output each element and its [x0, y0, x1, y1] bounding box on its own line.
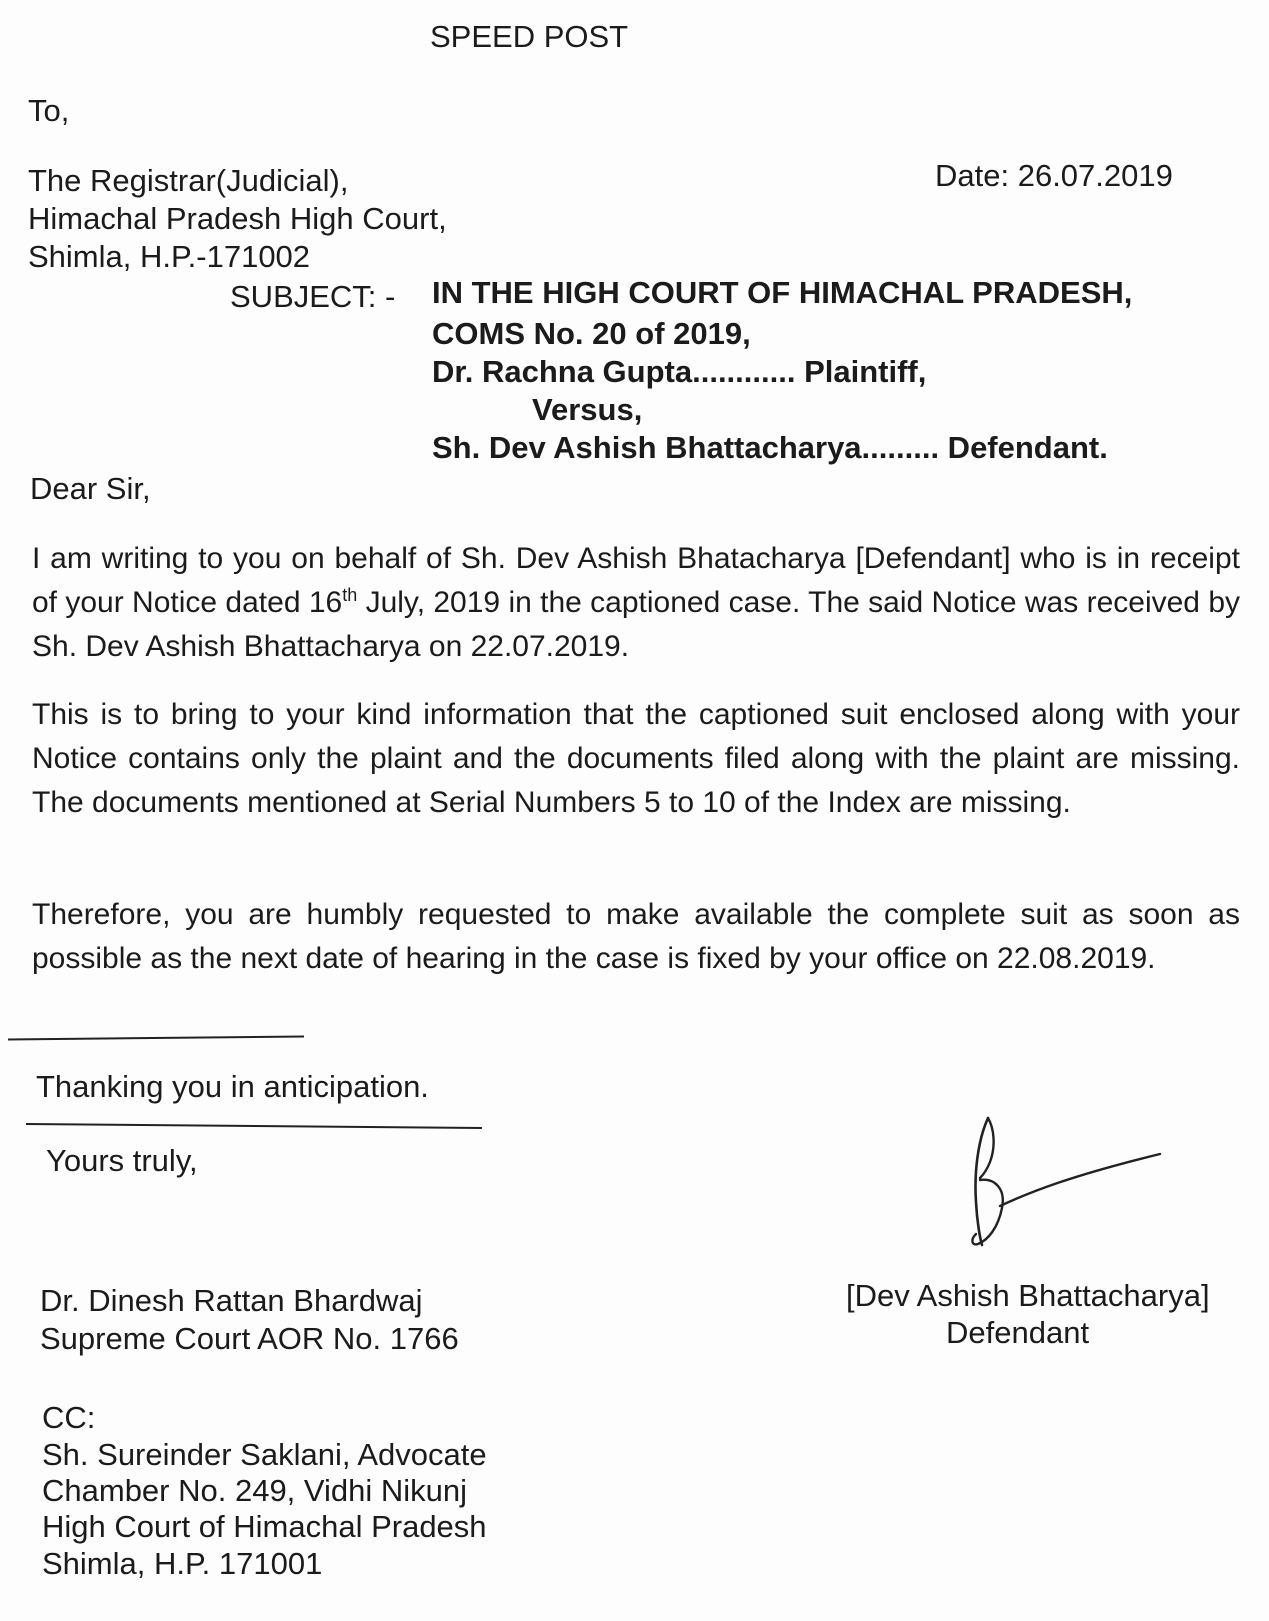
recipient-line-2: Himachal Pradesh High Court, [28, 201, 447, 236]
cc-line-4: Shimla, H.P. 171001 [42, 1546, 323, 1581]
paragraph-2: This is to bring to your kind information that the captioned suit enclosed along with your Notice contains only the plaint and the documents filed along with the plaint are missing. The documents mentioned at Serial Numbers 5 to 10 of the Index are missing. [32, 698, 1240, 819]
recipient-line-1: The Registrar(Judicial), [28, 163, 349, 198]
subject-label: SUBJECT: - [230, 279, 396, 314]
salutation-to: To, [28, 93, 70, 128]
subject-line-5: Sh. Dev Ashish Bhattacharya......... Defendant. [432, 430, 1108, 465]
letter-date: Date: 26.07.2019 [935, 158, 1173, 193]
cc-line-3: High Court of Himachal Pradesh [42, 1509, 487, 1544]
advocate-title: Supreme Court AOR No. 1766 [40, 1321, 459, 1356]
subject-line-1: IN THE HIGH COURT OF HIMACHAL PRADESH, [432, 275, 1133, 310]
paragraph-1: I am writing to you on behalf of Sh. Dev Ashish Bhatacharya [Defendant] who is in receipt of your Notice dated 16th July, 2019 in the captioned case. The said Notice was received by Sh. Dev Ashish Bhattacharya on 22.07.2019. [32, 542, 1240, 663]
underline-thanks-mark [26, 1123, 482, 1129]
handwritten-signature-icon [960, 1110, 1170, 1260]
cc-line-1: Sh. Sureinder Saklani, Advocate [42, 1437, 487, 1472]
subject-line-2: COMS No. 20 of 2019, [432, 316, 751, 351]
subject-line-4: Versus, [532, 392, 643, 427]
thanks-line: Thanking you in anticipation. [36, 1069, 429, 1104]
cc-line-2: Chamber No. 249, Vidhi Nikunj [42, 1473, 468, 1508]
advocate-name: Dr. Dinesh Rattan Bhardwaj [40, 1283, 423, 1318]
underline-date-mark [8, 1035, 304, 1040]
cc-label: CC: [42, 1400, 96, 1435]
delivery-mode: SPEED POST [430, 19, 629, 54]
paragraph-3: Therefore, you are humbly requested to make available the complete suit as soon as possible as the next date of hearing in the case is fixed by your office on 22.08.2019. [32, 898, 1240, 975]
ordinal-suffix: th [342, 585, 358, 605]
subject-line-3: Dr. Rachna Gupta............ Plaintiff, [432, 354, 927, 389]
recipient-line-3: Shimla, H.P.-171002 [28, 239, 311, 274]
signatory-role: Defendant [946, 1315, 1090, 1350]
greeting: Dear Sir, [30, 471, 151, 506]
closing: Yours truly, [46, 1143, 198, 1178]
signatory-name: [Dev Ashish Bhattacharya] [846, 1278, 1210, 1313]
